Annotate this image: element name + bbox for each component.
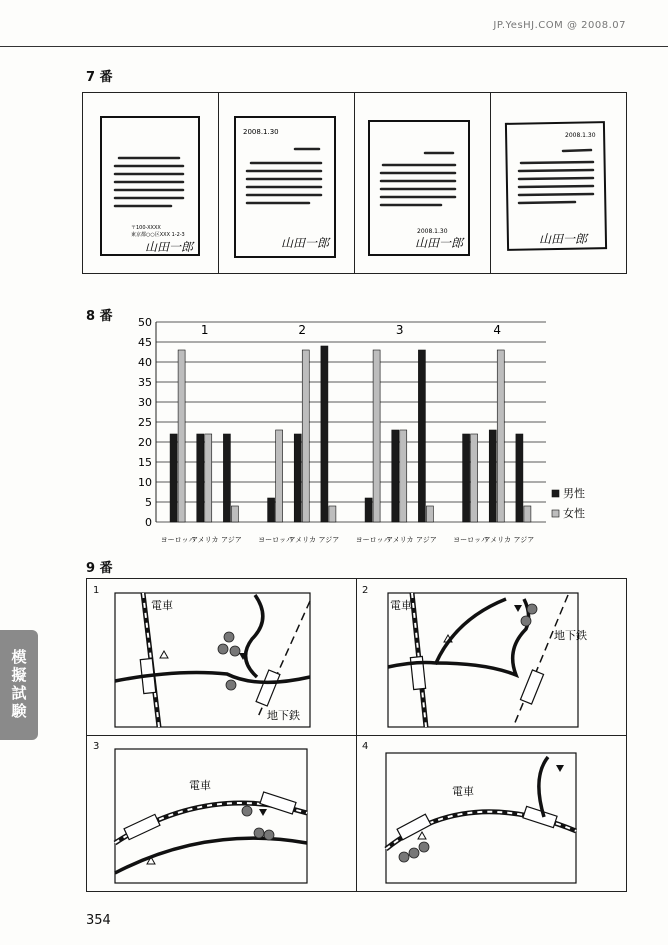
letter-option-2[interactable] [219,93,355,273]
map-number: 1 [93,585,100,596]
category-label: アメリカ [483,536,512,544]
category-label: アメリカ [385,536,414,544]
map-drawing-2 [356,579,626,735]
y-tick-label: 20 [138,436,152,449]
bar [178,350,185,522]
map-drawing-1 [87,579,356,735]
y-tick-label: 40 [138,356,152,369]
bar [471,434,478,522]
letter-option-4[interactable] [491,93,626,273]
letter-date: 2008.1.30 [565,132,596,139]
map-drawing-4 [356,735,626,891]
train-label: 電車 [151,599,173,612]
letter-drawing-3 [355,93,491,273]
bar [294,434,301,522]
letter-option-1[interactable] [83,93,219,273]
question-8-label: 8 番 [86,309,113,324]
y-tick-label: 10 [138,476,152,489]
bar [223,434,230,522]
y-tick-label: 15 [138,456,152,469]
panel-label: 1 [200,323,209,337]
map-drawing-3 [87,735,356,891]
letter-drawing-4 [491,93,627,273]
bar [205,434,212,522]
bar [373,350,380,522]
category-label: アジア [221,536,242,544]
category-label: ヨーロッパ [258,536,294,544]
address-line: 〒100-XXXX [131,225,161,231]
destination-triangle-icon [556,765,564,772]
signature: 山田一郎 [539,232,588,246]
bar-chart [120,312,600,557]
letter-drawing-2 [219,93,355,273]
map-option-1[interactable] [87,579,356,735]
y-tick-label: 35 [138,376,152,389]
section-tab: 模擬試験 [0,630,38,740]
category-label: ヨーロッパ [160,536,196,544]
bar [400,430,407,522]
bar [321,346,328,522]
bar [516,434,523,522]
page-number: 354 [86,913,111,928]
category-label: ヨーロッパ [453,536,489,544]
bar [329,506,336,522]
question-7-label: 7 番 [86,70,113,85]
category-label: ヨーロッパ [355,536,391,544]
signature: 山田一郎 [415,236,464,250]
bar [268,498,275,522]
legend-swatch [552,490,559,497]
question-7-panels [82,92,627,274]
letter-option-3[interactable] [355,93,491,273]
map-number: 4 [362,741,369,752]
bar [231,506,238,522]
question-9-maps [86,578,627,892]
y-tick-label: 0 [145,516,152,529]
y-tick-label: 30 [138,396,152,409]
category-label: アメリカ [190,536,219,544]
bar [302,350,309,522]
bar [489,430,496,522]
map-option-2[interactable] [356,579,626,735]
category-label: アジア [318,536,340,544]
category-label: アジア [416,536,437,544]
map-number: 2 [362,585,369,596]
bar [197,434,204,522]
legend-label: 女性 [563,507,585,520]
train-label: 電車 [189,779,211,792]
map-option-4[interactable] [356,735,626,891]
destination-triangle-icon [514,605,522,612]
map-number: 3 [93,741,100,752]
bar [170,434,177,522]
address-line: 東京都○○区XXX 1-2-3 [131,232,185,238]
y-tick-label: 25 [138,416,152,429]
legend-label: 男性 [563,487,585,500]
destination-triangle-icon [259,809,267,816]
start-triangle-icon [160,651,168,658]
start-triangle-icon [418,832,426,839]
bar [524,506,531,522]
category-label: アジア [513,536,535,544]
map-option-3[interactable] [87,735,356,891]
y-tick-label: 5 [145,496,152,509]
category-label: アメリカ [288,536,317,544]
bar [392,430,399,522]
letter-date: 2008.1.30 [417,228,448,235]
legend-swatch [552,510,559,517]
header-rule [0,46,668,47]
train-label: 電車 [390,599,412,612]
question-9-label: 9 番 [86,561,113,576]
bar [426,506,433,522]
train-label: 電車 [452,785,474,798]
letter-date: 2008.1.30 [243,128,279,136]
bar [276,430,283,522]
signature: 山田一郎 [145,240,194,254]
panel-label: 3 [395,323,404,337]
y-tick-label: 50 [138,316,152,329]
bar [463,434,470,522]
bar [365,498,372,522]
site-watermark: JP.YesHJ.COM @ 2008.07 [493,20,626,31]
letter-drawing-1 [83,93,219,273]
subway-label: 地下鉄 [554,629,587,642]
bar [497,350,504,522]
subway-label: 地下鉄 [267,709,300,722]
signature: 山田一郎 [281,236,330,250]
panel-label: 4 [493,323,502,337]
bar [418,350,425,522]
panel-label: 2 [298,323,307,337]
y-tick-label: 45 [138,336,152,349]
